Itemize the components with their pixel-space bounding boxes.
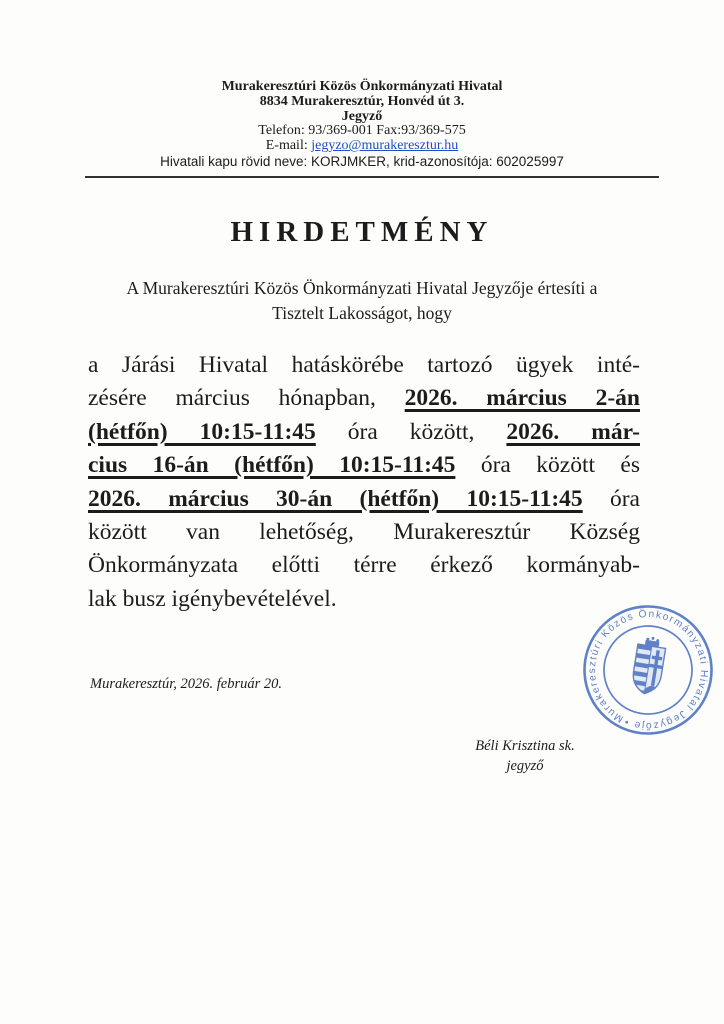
notice-segment: óra között és: [455, 452, 641, 479]
email-link[interactable]: jegyzo@murakeresztur.hu: [311, 138, 459, 154]
letterhead: [0, 80, 724, 170]
notice-line: [88, 583, 640, 616]
notice-segment: óra: [582, 485, 640, 512]
email-label: E-mail:: [265, 138, 312, 154]
notice-date-highlight: 2026. március 2-án: [404, 385, 640, 412]
page-title: HIRDETMÉNY: [230, 216, 494, 248]
notice-segment: Önkormányzata előtti térre érkező kormányab-: [88, 552, 640, 579]
date-place-line: Murakeresztúr, 2026. február 20.: [90, 676, 282, 692]
intro-line-1: A Murakeresztúri Közös Önkormányzati Hivatal Jegyzője értesíti a: [126, 278, 598, 298]
org-address: 8834 Murakeresztúr, Honvéd út 3.: [259, 93, 465, 109]
org-phone-fax: Telefon: 93/369-001 Fax:93/369-575: [258, 123, 466, 139]
notice-segment: zésére március hónapban,: [88, 385, 405, 412]
header-divider: [85, 176, 659, 178]
intro-line-2: Tisztelt Lakosságot, hogy: [272, 303, 452, 323]
official-round-stamp: [577, 599, 720, 742]
org-email-line: [0, 139, 724, 154]
notice-body: [88, 349, 640, 616]
gov-portal-line: Hivatali kapu rövid neve: KORJMKER, krid-azonosítója: 602025997: [160, 154, 564, 170]
notice-segment: között van lehetőség, Murakeresztúr Község: [88, 519, 640, 546]
notice-line: [88, 349, 640, 382]
notice-date-highlight: 2026. már-: [506, 418, 640, 445]
notice-date-highlight: (hétfőn) 10:15-11:45: [88, 418, 316, 445]
notice-segment: óra között,: [315, 418, 507, 445]
notice-line: [88, 416, 640, 449]
signature-block: [430, 736, 620, 776]
org-name: Murakeresztúri Közös Önkormányzati Hivatal: [221, 79, 503, 94]
notice-line: [88, 382, 640, 415]
stamp-ring-text: Murakeresztúri Közös Önkormányzati Hivatal Jegyzője •: [586, 608, 710, 732]
notice-line: [88, 483, 640, 516]
coat-of-arms-icon: [630, 635, 667, 698]
org-role: Jegyző: [341, 108, 383, 124]
notice-segment: lak busz igénybevételével.: [88, 585, 337, 612]
intro-paragraph: [0, 276, 724, 326]
notice-date-highlight: 2026. március 30-án (hétfőn) 10:15-11:45: [88, 485, 583, 512]
notice-line: [88, 516, 640, 549]
notice-segment: a Járási Hivatal hatáskörébe tartozó ügyek inté-: [88, 352, 640, 378]
signatory-name: Béli Krisztina sk.: [475, 738, 575, 754]
stamp-seal-icon: [577, 599, 720, 742]
signatory-role: jegyző: [506, 758, 544, 774]
notice-line: [88, 549, 640, 582]
notice-date-highlight: cius 16-án (hétfőn) 10:15-11:45: [88, 452, 456, 479]
notice-line: [88, 449, 640, 482]
